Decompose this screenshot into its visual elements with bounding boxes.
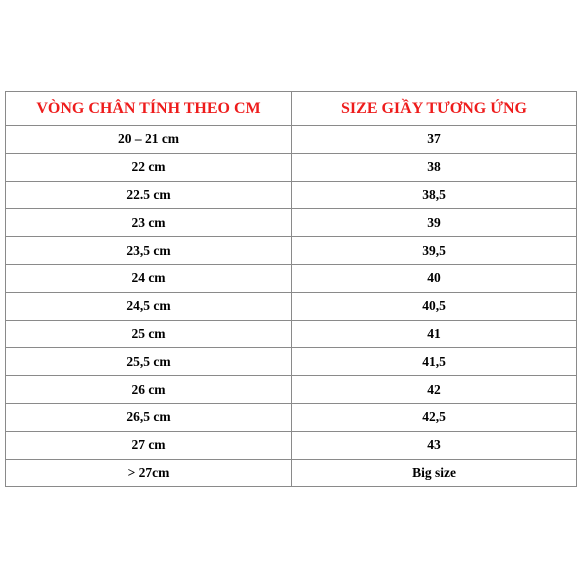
cell-circumference: 22 cm: [6, 153, 292, 181]
cell-circumference: 25 cm: [6, 320, 292, 348]
cell-circumference: 23 cm: [6, 209, 292, 237]
cell-shoe-size: 42,5: [292, 403, 577, 431]
cell-circumference: 26 cm: [6, 376, 292, 404]
table-row: [6, 126, 577, 154]
cell-shoe-size: 39,5: [292, 237, 577, 265]
table-row: [6, 320, 577, 348]
cell-shoe-size: 41: [292, 320, 577, 348]
cell-shoe-size: 41,5: [292, 348, 577, 376]
shoe-size-table: [5, 91, 577, 487]
cell-circumference: > 27cm: [6, 459, 292, 487]
cell-circumference: 24,5 cm: [6, 292, 292, 320]
cell-circumference: 24 cm: [6, 264, 292, 292]
table-row: [6, 348, 577, 376]
cell-shoe-size: 40,5: [292, 292, 577, 320]
table-row: [6, 181, 577, 209]
cell-shoe-size: 42: [292, 376, 577, 404]
table-row: [6, 264, 577, 292]
table-header-row: [6, 92, 577, 126]
table-row: [6, 431, 577, 459]
header-circumference: VÒNG CHÂN TÍNH THEO CM: [6, 92, 292, 126]
table-row: [6, 153, 577, 181]
table-row: [6, 376, 577, 404]
cell-shoe-size: 43: [292, 431, 577, 459]
cell-shoe-size: 38,5: [292, 181, 577, 209]
table-row: [6, 209, 577, 237]
cell-shoe-size: Big size: [292, 459, 577, 487]
cell-shoe-size: 40: [292, 264, 577, 292]
cell-circumference: 26,5 cm: [6, 403, 292, 431]
cell-shoe-size: 39: [292, 209, 577, 237]
table-row: [6, 292, 577, 320]
table-row: [6, 403, 577, 431]
cell-circumference: 22.5 cm: [6, 181, 292, 209]
table-row: [6, 459, 577, 487]
cell-shoe-size: 38: [292, 153, 577, 181]
table-row: [6, 237, 577, 265]
cell-circumference: 25,5 cm: [6, 348, 292, 376]
cell-circumference: 23,5 cm: [6, 237, 292, 265]
header-shoe-size: SIZE GIẦY TƯƠNG ỨNG: [292, 92, 577, 126]
cell-shoe-size: 37: [292, 126, 577, 154]
cell-circumference: 20 – 21 cm: [6, 126, 292, 154]
cell-circumference: 27 cm: [6, 431, 292, 459]
